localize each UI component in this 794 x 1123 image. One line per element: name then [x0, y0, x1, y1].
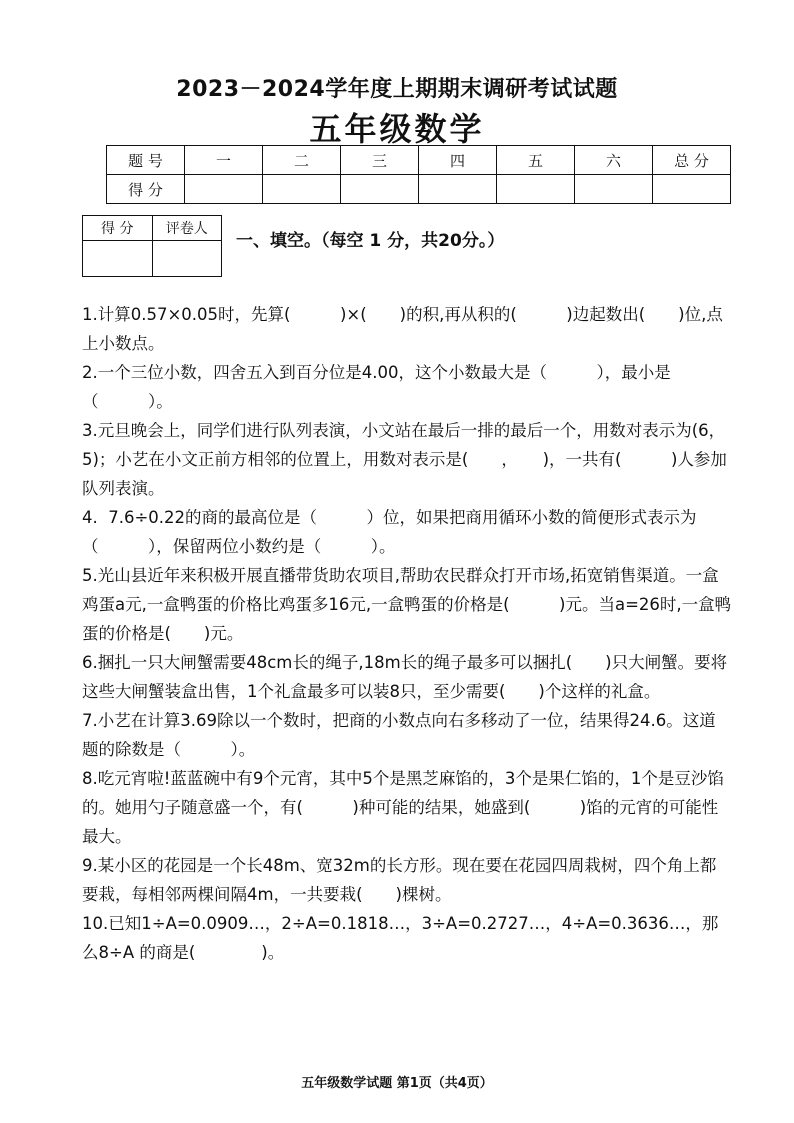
score-header-total: 总 分	[653, 146, 731, 175]
question-item: 1.计算0.57×0.05时，先算( )×( )的积,再从积的( )边起数出( )位,点上小数点。	[82, 305, 723, 353]
score-header-cell: 一	[185, 146, 263, 175]
exam-title: 2023－2024学年度上期期末调研考试试题	[176, 77, 618, 102]
score-row-label: 得 分	[107, 175, 185, 204]
question-item: 10.已知1÷A=0.0909…，2÷A=0.1818…，3÷A=0.2727…，4÷A=0.3636…，那么8÷A 的商是( )。	[82, 914, 719, 962]
question-item: 5.光山县近年来积极开展直播带货助农项目,帮助农民群众打开市场,拓宽销售渠道。一盒鸡蛋a元,一盒鸭蛋的价格比鸡蛋多16元,一盒鸭蛋的价格是( )元。当a=26时,一盒鸭蛋的价格是( )元。	[82, 566, 732, 643]
score-table	[106, 145, 731, 204]
score-blank-cell	[263, 175, 341, 204]
question-item: 2.一个三位小数，四舍五入到百分位是4.00，这个小数最大是（ ），最小是（ ）。	[82, 363, 671, 411]
score-blank-cell	[419, 175, 497, 204]
question-item: 9.某小区的花园是一个长48m、宽32m的长方形。现在要在花园四周栽树，四个角上都要栽，每相邻两棵间隔4m，一共要栽( )棵树。	[82, 856, 717, 904]
grader-name-blank	[152, 241, 222, 277]
grader-score-label: 得 分	[83, 216, 153, 241]
score-header-cell: 四	[419, 146, 497, 175]
score-table-score-row	[107, 175, 731, 204]
score-blank-cell	[653, 175, 731, 204]
score-header-label: 题 号	[107, 146, 185, 175]
score-header-cell: 二	[263, 146, 341, 175]
grader-table	[82, 215, 222, 277]
score-header-cell: 五	[497, 146, 575, 175]
question-item: 6.捆扎一只大闸蟹需要48cm长的绳子,18m长的绳子最多可以捆扎( )只大闸蟹。要将这些大闸蟹装盒出售，1个礼盒最多可以装8只，至少需要( )个这样的礼盒。	[82, 653, 728, 701]
grader-name-label: 评卷人	[152, 216, 222, 241]
section-heading: 一、填空。（每空 1 分，共20分。）	[236, 231, 505, 251]
question-item: 3.元旦晚会上，同学们进行队列表演，小文站在最后一排的最后一个，用数对表示为(6，5)；小艺在小文正前方相邻的位置上，用数对表示是( ， )，一共有( )人参加队列表演。	[82, 421, 727, 498]
score-blank-cell	[575, 175, 653, 204]
question-list	[82, 300, 732, 967]
question-item: 4. 7.6÷0.22的商的最高位是（ ）位，如果把商用循环小数的简便形式表示为（ ），保留两位小数约是（ ）。	[82, 508, 697, 556]
score-blank-cell	[185, 175, 263, 204]
score-blank-cell	[497, 175, 575, 204]
question-item: 8.吃元宵啦!蓝蓝碗中有9个元宵，其中5个是黑芝麻馅的，3个是果仁馅的，1个是豆沙馅的。她用勺子随意盛一个，有( )种可能的结果，她盛到( )馅的元宵的可能性最大。	[82, 769, 724, 846]
score-blank-cell	[341, 175, 419, 204]
question-item: 7.小艺在计算3.69除以一个数时，把商的小数点向右多移动了一位，结果得24.6。这道题的除数是（ ）。	[82, 711, 716, 759]
page-footer: 五年级数学试题 第1页（共4页）	[301, 1076, 493, 1091]
grader-score-blank	[83, 241, 153, 277]
score-table-header-row	[107, 146, 731, 175]
score-header-cell: 三	[341, 146, 419, 175]
exam-subject: 五年级数学	[309, 110, 485, 148]
score-header-cell: 六	[575, 146, 653, 175]
